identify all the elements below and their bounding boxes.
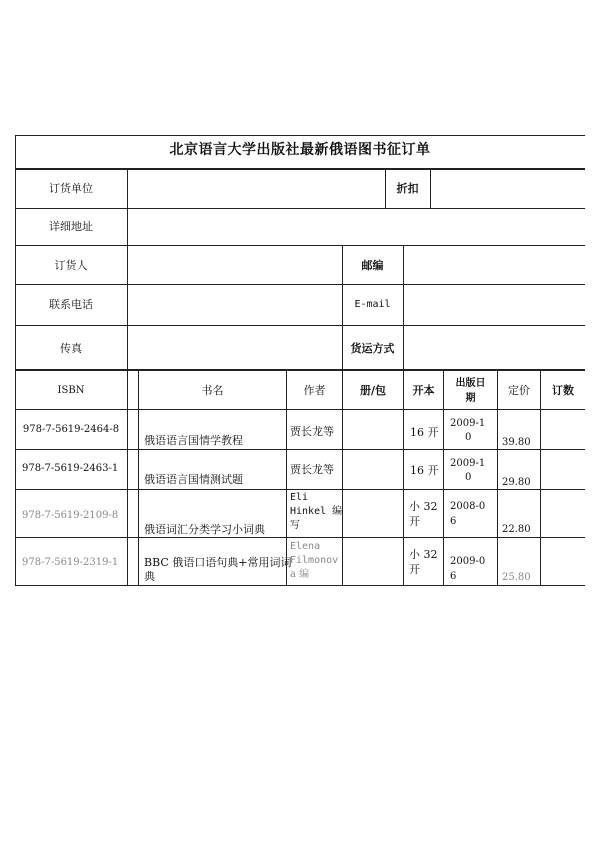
- author-cell: Eli: [290, 492, 309, 503]
- author-cell-cont: a 编: [290, 569, 310, 580]
- qty-input[interactable]: [541, 410, 585, 449]
- form-title: 北京语言大学出版社最新俄语图书征订单: [169, 142, 431, 158]
- title-cell-cont: 典: [144, 570, 155, 583]
- header-date-l2: 期: [465, 393, 476, 404]
- label-order-unit: 订货单位: [49, 182, 93, 195]
- author-cell-cont: Filmonov: [290, 555, 339, 566]
- isbn-cell: 978-7-5619-2319-1: [22, 557, 119, 568]
- author-cell-cont: Hinkel 编: [290, 506, 343, 517]
- isbn-cell: 978-7-5619-2463-1: [22, 463, 119, 474]
- price-cell: 39.80: [502, 437, 531, 448]
- price-cell: 29.80: [502, 477, 531, 488]
- discount-field[interactable]: [431, 170, 585, 208]
- title-cell: 俄语词汇分类学习小词典: [144, 523, 265, 536]
- header-qty: 订数: [552, 384, 574, 397]
- format-cell: 16 开: [410, 426, 439, 439]
- label-phone: 联系电话: [49, 298, 93, 311]
- header-volume: 册/包: [359, 384, 387, 397]
- header-price: 定价: [508, 384, 530, 397]
- date-cell: 2009-0: [450, 556, 486, 567]
- author-cell-cont: 写: [290, 520, 300, 531]
- header-date-l1: 出版日: [455, 378, 486, 389]
- order-unit-field[interactable]: [128, 170, 385, 208]
- label-address: 详细地址: [49, 220, 93, 233]
- date-cell-cont: 0: [465, 472, 472, 483]
- price-cell: 22.80: [502, 524, 531, 535]
- title-cell: 俄语语言国情学教程: [144, 434, 243, 447]
- date-cell-cont: 6: [450, 571, 457, 582]
- label-discount: 折扣: [396, 182, 419, 195]
- format-cell: 小 32: [409, 500, 438, 513]
- header-author: 作者: [303, 384, 326, 397]
- shipping-field[interactable]: [404, 326, 585, 369]
- address-field[interactable]: [128, 209, 585, 245]
- format-cell: 16 开: [410, 464, 439, 477]
- title-cell: 俄语语言国情测试题: [144, 473, 243, 486]
- header-isbn: ISBN: [57, 385, 85, 396]
- qty-input[interactable]: [541, 538, 585, 585]
- format-cell: 小 32: [409, 548, 438, 561]
- author-cell: 贾长龙等: [290, 425, 334, 438]
- format-cell-cont: 开: [409, 515, 420, 528]
- qty-input[interactable]: [541, 450, 585, 489]
- author-cell: 贾长龙等: [290, 463, 334, 476]
- email-field[interactable]: [404, 285, 585, 325]
- label-postcode: 邮编: [361, 259, 384, 272]
- date-cell: 2009-1: [450, 418, 486, 429]
- label-fax: 传真: [60, 342, 82, 355]
- qty-input[interactable]: [541, 490, 585, 537]
- header-format: 开本: [412, 384, 435, 397]
- title-cell: BBC 俄语口语句典+常用词词: [144, 556, 292, 569]
- label-shipping: 货运方式: [350, 342, 395, 355]
- date-cell: 2009-1: [450, 458, 486, 469]
- isbn-cell: 978-7-5619-2109-8: [22, 510, 119, 521]
- label-orderer: 订货人: [54, 259, 88, 272]
- postcode-field[interactable]: [404, 246, 585, 284]
- price-cell: 25.80: [502, 572, 531, 583]
- phone-field[interactable]: [128, 285, 342, 325]
- header-title: 书名: [201, 384, 224, 397]
- date-cell: 2008-0: [450, 501, 486, 512]
- fax-field[interactable]: [128, 326, 342, 369]
- orderer-field[interactable]: [128, 246, 342, 284]
- label-email: E-mail: [354, 299, 391, 310]
- format-cell-cont: 开: [409, 563, 420, 576]
- date-cell-cont: 6: [450, 516, 457, 527]
- date-cell-cont: 0: [465, 432, 472, 443]
- isbn-cell: 978-7-5619-2464-8: [22, 424, 120, 435]
- author-cell: Elena: [290, 541, 321, 552]
